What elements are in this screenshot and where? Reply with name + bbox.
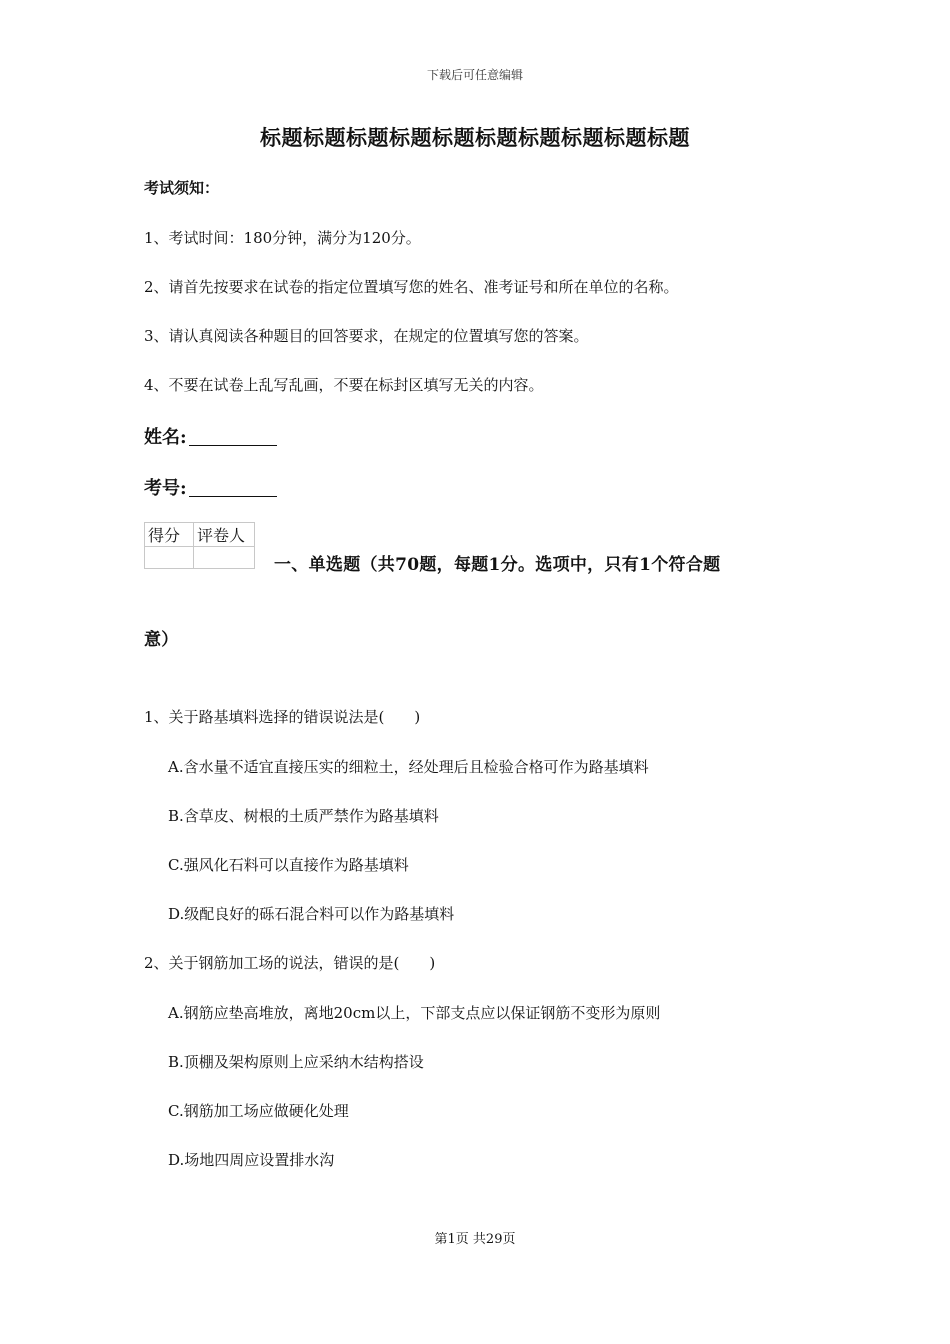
question-text: 1、关于路基填料选择的错误说法是( ) (144, 708, 421, 726)
question-text: 2、关于钢筋加工场的说法，错误的是( ) (144, 954, 436, 972)
option-d: D.场地四周应设置排水沟 (168, 1151, 335, 1169)
exam-number-label: 考号: (144, 478, 187, 499)
option-b: B.顶棚及架构原则上应采纳木结构搭设 (168, 1053, 424, 1071)
document-title: 标题标题标题标题标题标题标题标题标题标题 (260, 125, 690, 150)
exam-number-blank[interactable] (189, 478, 277, 497)
instruction-item: 4、不要在试卷上乱写乱画，不要在标封区填写无关的内容。 (144, 376, 544, 394)
name-field (144, 423, 277, 449)
option-a: A.钢筋应垫高堆放，离地20cm以上，下部支点应以保证钢筋不变形为原则 (168, 1004, 661, 1022)
option-c: C.钢筋加工场应做硬化处理 (168, 1102, 349, 1120)
grader-header: 评卷人 (194, 523, 255, 547)
exam-number-field (144, 474, 277, 500)
name-blank[interactable] (189, 427, 277, 446)
instructions-heading: 考试须知： (144, 179, 220, 197)
score-cell[interactable] (145, 547, 194, 569)
section-heading: 一、单选题（共70题，每题1分。选项中，只有1个符合题 (274, 555, 721, 575)
page-footer: 第1页 共29页 (434, 1232, 516, 1247)
instruction-item: 3、请认真阅读各种题目的回答要求，在规定的位置填写您的答案。 (144, 327, 589, 345)
option-b: B.含草皮、树根的土质严禁作为路基填料 (168, 807, 439, 825)
option-a: A.含水量不适宜直接压实的细粒土，经处理后且检验合格可作为路基填料 (168, 758, 649, 776)
header-note: 下载后可任意编辑 (426, 68, 523, 82)
option-c: C.强风化石料可以直接作为路基填料 (168, 856, 409, 874)
score-header: 得分 (145, 523, 194, 547)
instruction-item: 2、请首先按要求在试卷的指定位置填写您的姓名、准考证号和所在单位的名称。 (144, 278, 679, 296)
name-label: 姓名: (144, 427, 187, 448)
option-d: D.级配良好的砾石混合料可以作为路基填料 (168, 905, 455, 923)
grader-cell[interactable] (194, 547, 255, 569)
instruction-item: 1、考试时间：180分钟，满分为120分。 (144, 229, 421, 247)
score-table (144, 522, 255, 569)
section-heading-continued: 意） (144, 630, 179, 650)
